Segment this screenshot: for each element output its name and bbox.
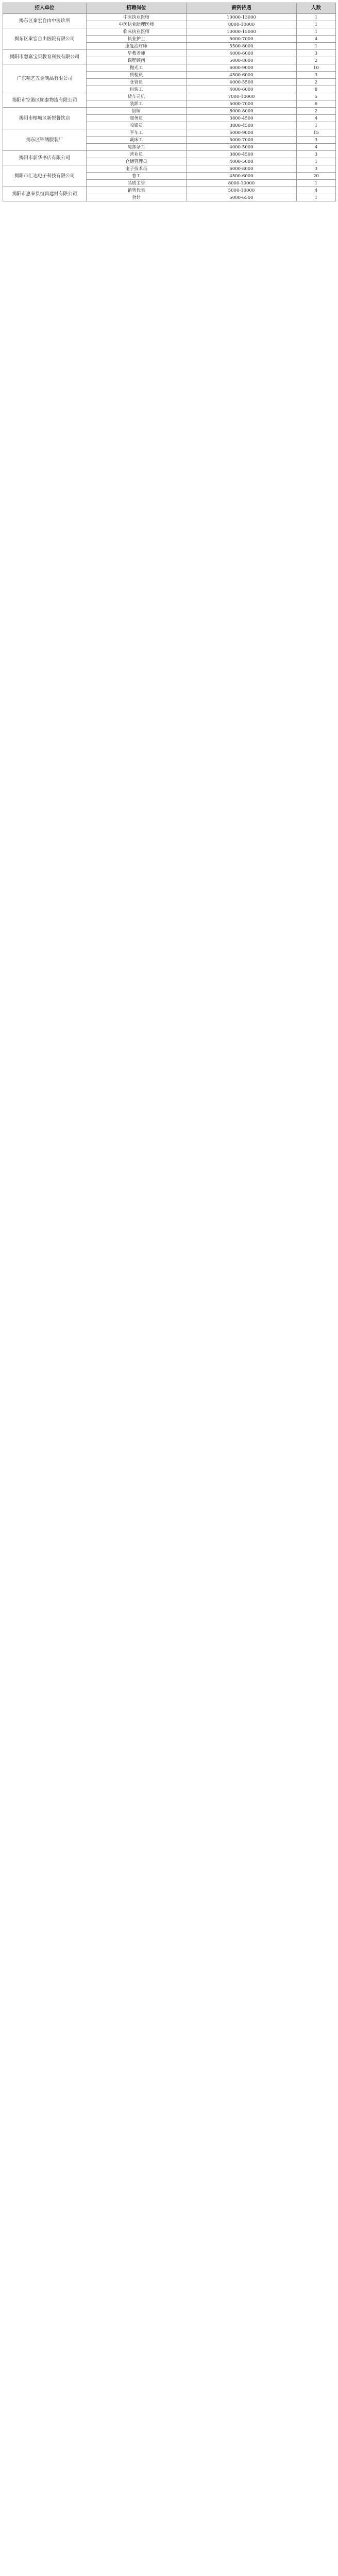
- salary-cell: 4000-6000: [187, 86, 297, 93]
- position-cell: 裁床工: [87, 137, 187, 144]
- employer-name: 揭东区秦宏自由医院有限公司: [3, 28, 87, 50]
- count-cell: 10: [297, 64, 336, 72]
- employer-name: 揭阳市汇达电子科技有限公司: [3, 165, 87, 187]
- count-cell: 20: [297, 173, 336, 180]
- position-cell: 服务员: [87, 115, 187, 122]
- table-row: [3, 129, 336, 137]
- salary-cell: 6000-9000: [187, 129, 297, 137]
- salary-cell: 6000-8000: [187, 108, 297, 115]
- count-cell: 6: [297, 100, 336, 108]
- table-row: [3, 93, 336, 100]
- position-cell: 平车工: [87, 129, 187, 137]
- position-cell: 课程顾问: [87, 57, 187, 64]
- count-cell: 2: [297, 79, 336, 86]
- salary-cell: 5000-7000: [187, 36, 297, 43]
- count-cell: 3: [297, 151, 336, 158]
- position-cell: 抛光工: [87, 64, 187, 72]
- table-row: [3, 108, 336, 115]
- position-cell: 销售代表: [87, 187, 187, 194]
- count-cell: 1: [297, 14, 336, 21]
- header-count: 人数: [297, 3, 336, 14]
- count-cell: 3: [297, 165, 336, 173]
- table-row: [3, 28, 336, 36]
- salary-cell: 4000-5000: [187, 144, 297, 151]
- employer-name: 揭阳市榕城区新悦餐饮店: [3, 108, 87, 129]
- count-cell: 2: [297, 108, 336, 115]
- position-cell: 包装工: [87, 86, 187, 93]
- count-cell: 3: [297, 50, 336, 57]
- salary-cell: 5000-7000: [187, 100, 297, 108]
- position-cell: 电子技术员: [87, 165, 187, 173]
- position-cell: 厨师: [87, 108, 187, 115]
- salary-cell: 6000-9000: [187, 64, 297, 72]
- employer-name: 揭阳市新华书店有限公司: [3, 151, 87, 165]
- count-cell: 1: [297, 158, 336, 165]
- count-cell: 3: [297, 137, 336, 144]
- position-cell: 质检员: [87, 72, 187, 79]
- position-cell: 品质主管: [87, 180, 187, 187]
- salary-cell: 3800-4500: [187, 115, 297, 122]
- salary-cell: 5000-6500: [187, 194, 297, 201]
- employer-name: 广东精艺五金制品有限公司: [3, 64, 87, 93]
- salary-cell: 5000-10000: [187, 187, 297, 194]
- position-cell: 仓储管理员: [87, 158, 187, 165]
- position-cell: 早教老师: [87, 50, 187, 57]
- salary-cell: 5500-8000: [187, 43, 297, 50]
- count-cell: 4: [297, 36, 336, 43]
- header-unit: 招人单位: [3, 3, 87, 14]
- count-cell: 1: [297, 122, 336, 129]
- count-cell: 1: [297, 180, 336, 187]
- salary-cell: 4500-6000: [187, 72, 297, 79]
- salary-cell: 3800-4500: [187, 122, 297, 129]
- salary-cell: 7000-10000: [187, 93, 297, 100]
- employer-name: 揭东区秦宏自由中医诊所: [3, 14, 87, 28]
- count-cell: 4: [297, 115, 336, 122]
- header-row: [3, 3, 336, 14]
- employer-name: 揭阳市惠来县恒昌建材有限公司: [3, 187, 87, 201]
- position-cell: 会计: [87, 194, 187, 201]
- position-cell: 仓管员: [87, 79, 187, 86]
- employer-name: 揭阳市空港区顺泰物流有限公司: [3, 93, 87, 108]
- count-cell: 3: [297, 72, 336, 79]
- count-cell: 1: [297, 43, 336, 50]
- count-cell: 5: [297, 93, 336, 100]
- position-cell: 收银员: [87, 122, 187, 129]
- position-cell: 中医执业助理医师: [87, 21, 187, 28]
- table-body: [3, 14, 336, 201]
- salary-cell: 5000-7000: [187, 137, 297, 144]
- count-cell: 4: [297, 144, 336, 151]
- table-row: [3, 165, 336, 173]
- position-cell: 康复治疗师: [87, 43, 187, 50]
- salary-cell: 3800-4500: [187, 151, 297, 158]
- salary-cell: 4000-5500: [187, 79, 297, 86]
- position-cell: 执业护士: [87, 36, 187, 43]
- count-cell: 1: [297, 28, 336, 36]
- table-row: [3, 50, 336, 57]
- table-row: [3, 64, 336, 72]
- position-cell: 临床执业医师: [87, 28, 187, 36]
- position-cell: 尾部杂工: [87, 144, 187, 151]
- salary-cell: 6000-8000: [187, 165, 297, 173]
- table-row: [3, 187, 336, 194]
- salary-cell: 4000-5000: [187, 158, 297, 165]
- employer-name: 揭东区锦绣服装厂: [3, 129, 87, 151]
- position-cell: 营业员: [87, 151, 187, 158]
- salary-cell: 5000-8000: [187, 57, 297, 64]
- salary-cell: 10000-15000: [187, 28, 297, 36]
- count-cell: 1: [297, 21, 336, 28]
- count-cell: 8: [297, 86, 336, 93]
- count-cell: 4: [297, 187, 336, 194]
- count-cell: 2: [297, 57, 336, 64]
- salary-cell: 8000-10000: [187, 180, 297, 187]
- table-row: [3, 151, 336, 158]
- position-cell: 中医执业医师: [87, 14, 187, 21]
- salary-cell: 10000-13000: [187, 14, 297, 21]
- header-salary: 薪资待遇: [187, 3, 297, 14]
- count-cell: 15: [297, 129, 336, 137]
- count-cell: 1: [297, 194, 336, 201]
- header-position: 招聘岗位: [87, 3, 187, 14]
- position-cell: 装卸工: [87, 100, 187, 108]
- employer-name: 揭阳市慧嘉宝贝教育科技有限公司: [3, 50, 87, 64]
- table-row: [3, 14, 336, 21]
- salary-cell: 4000-6000: [187, 50, 297, 57]
- recruitment-table: [3, 3, 336, 201]
- salary-cell: 4500-6000: [187, 173, 297, 180]
- position-cell: 货车司机: [87, 93, 187, 100]
- salary-cell: 8000-10000: [187, 21, 297, 28]
- position-cell: 普工: [87, 173, 187, 180]
